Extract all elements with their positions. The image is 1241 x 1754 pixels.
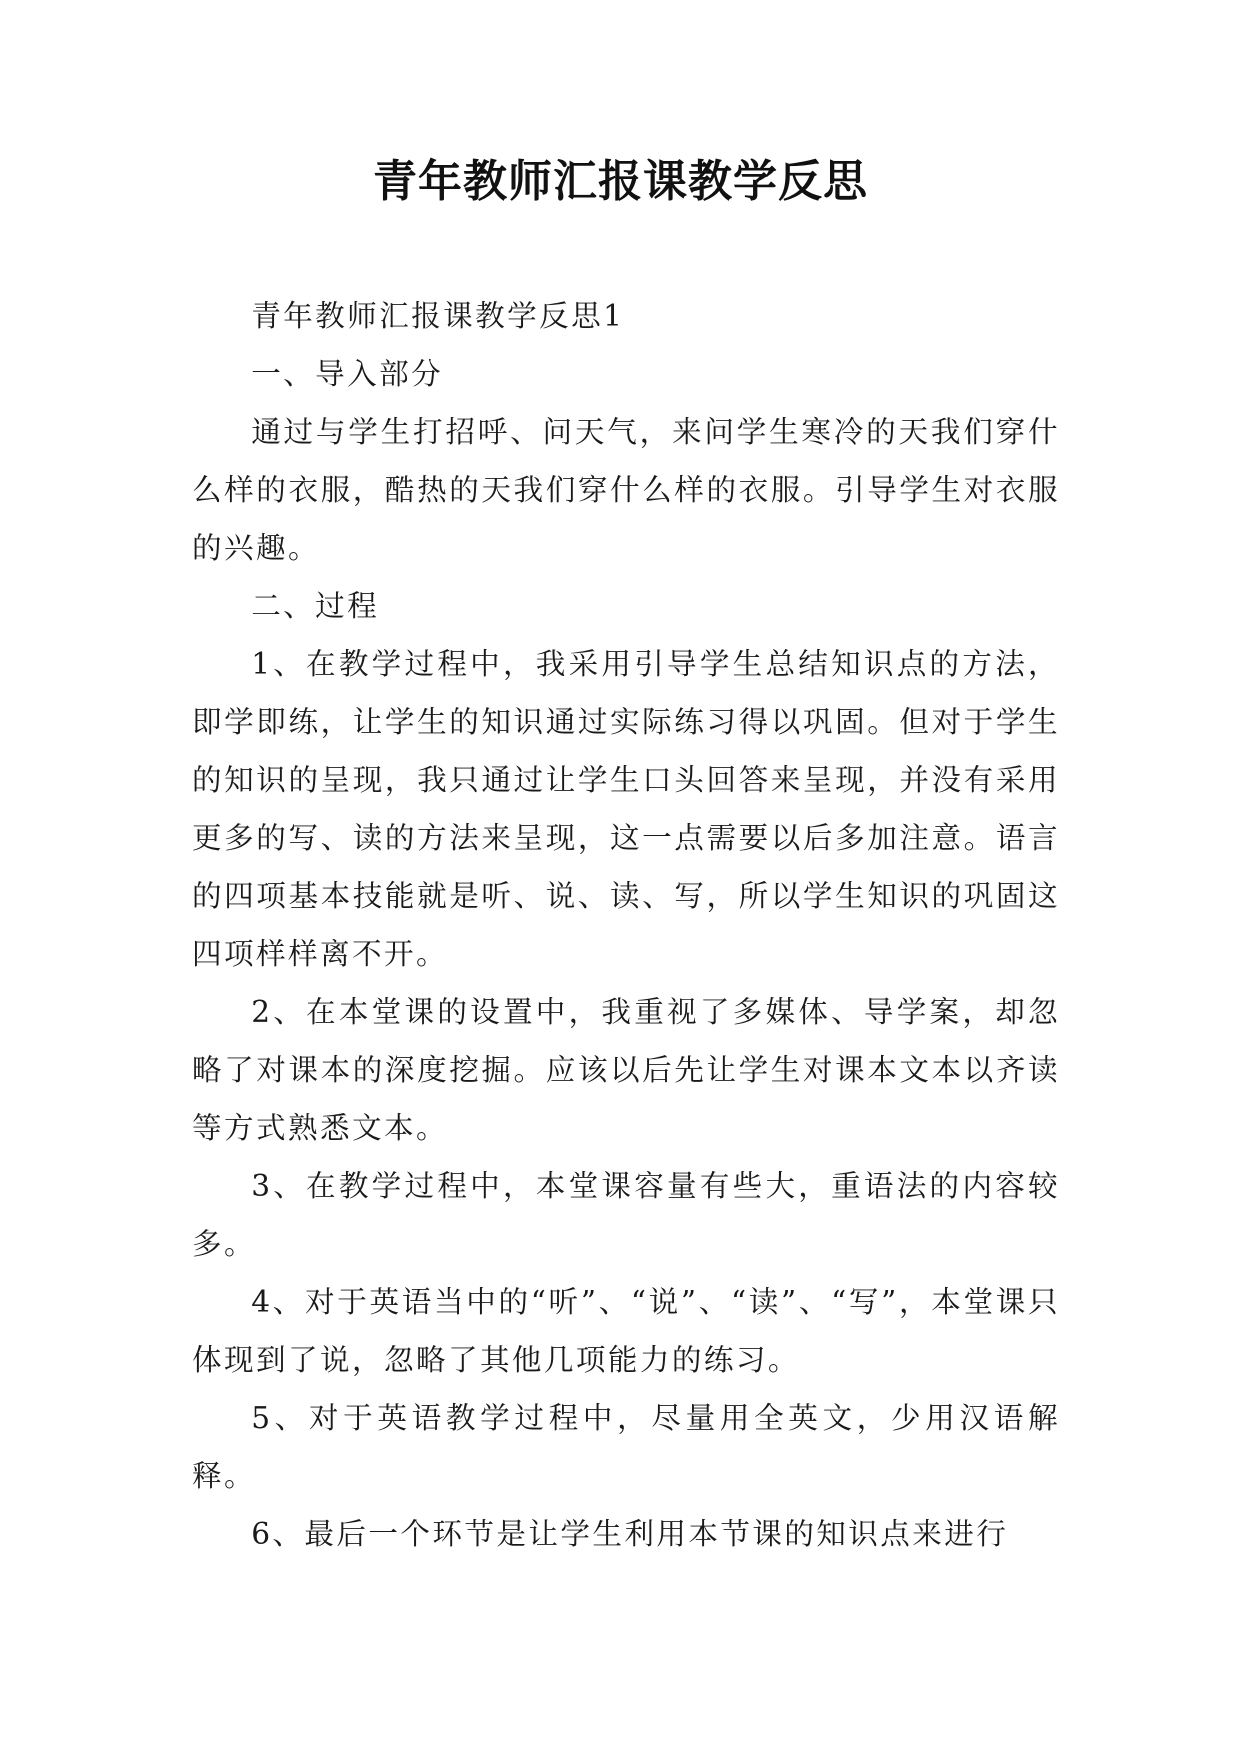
paragraph-point-3: 3、在教学过程中，本堂课容量有些大，重语法的内容较多。 [192, 1169, 1060, 1261]
paragraph-point-4: 4、对于英语当中的“听”、“说”、“读”、“写”，本堂课只体现到了说，忽略了其他几项能力的练习。 [192, 1285, 1060, 1377]
paragraph-point-6: 6、最后一个环节是让学生利用本节课的知识点来进行 [251, 1517, 1009, 1551]
paragraph-intro-text: 通过与学生打招呼、问天气，来问学生寒冷的天我们穿什么样的衣服，酷热的天我们穿什么样的衣服。引导学生对衣服的兴趣。 [192, 415, 1060, 565]
paragraph-section-process: 二、过程 [251, 589, 380, 623]
paragraph-section-intro: 一、导入部分 [251, 357, 444, 391]
paragraph-point-2: 2、在本堂课的设置中，我重视了多媒体、导学案，却忽略了对课本的深度挖掘。应该以后先让学生对课本文本以齐读等方式熟悉文本。 [192, 995, 1060, 1145]
page-title: 青年教师汇报课教学反思 [373, 156, 868, 207]
paragraph-heading-1: 青年教师汇报课教学反思1 [251, 299, 625, 333]
document-body [192, 287, 1060, 1563]
paragraph-point-5: 5、对于英语教学过程中，尽量用全英文，少用汉语解释。 [192, 1401, 1060, 1493]
paragraph-point-1: 1、在教学过程中，我采用引导学生总结知识点的方法，即学即练，让学生的知识通过实际练习得以巩固。但对于学生的知识的呈现，我只通过让学生口头回答来呈现，并没有采用更多的写、读的方法来呈现，这一点需要以后多加注意。语言的四项基本技能就是听、说、读、写，所以学生知识的巩固这四项样样离不开。 [192, 647, 1060, 971]
